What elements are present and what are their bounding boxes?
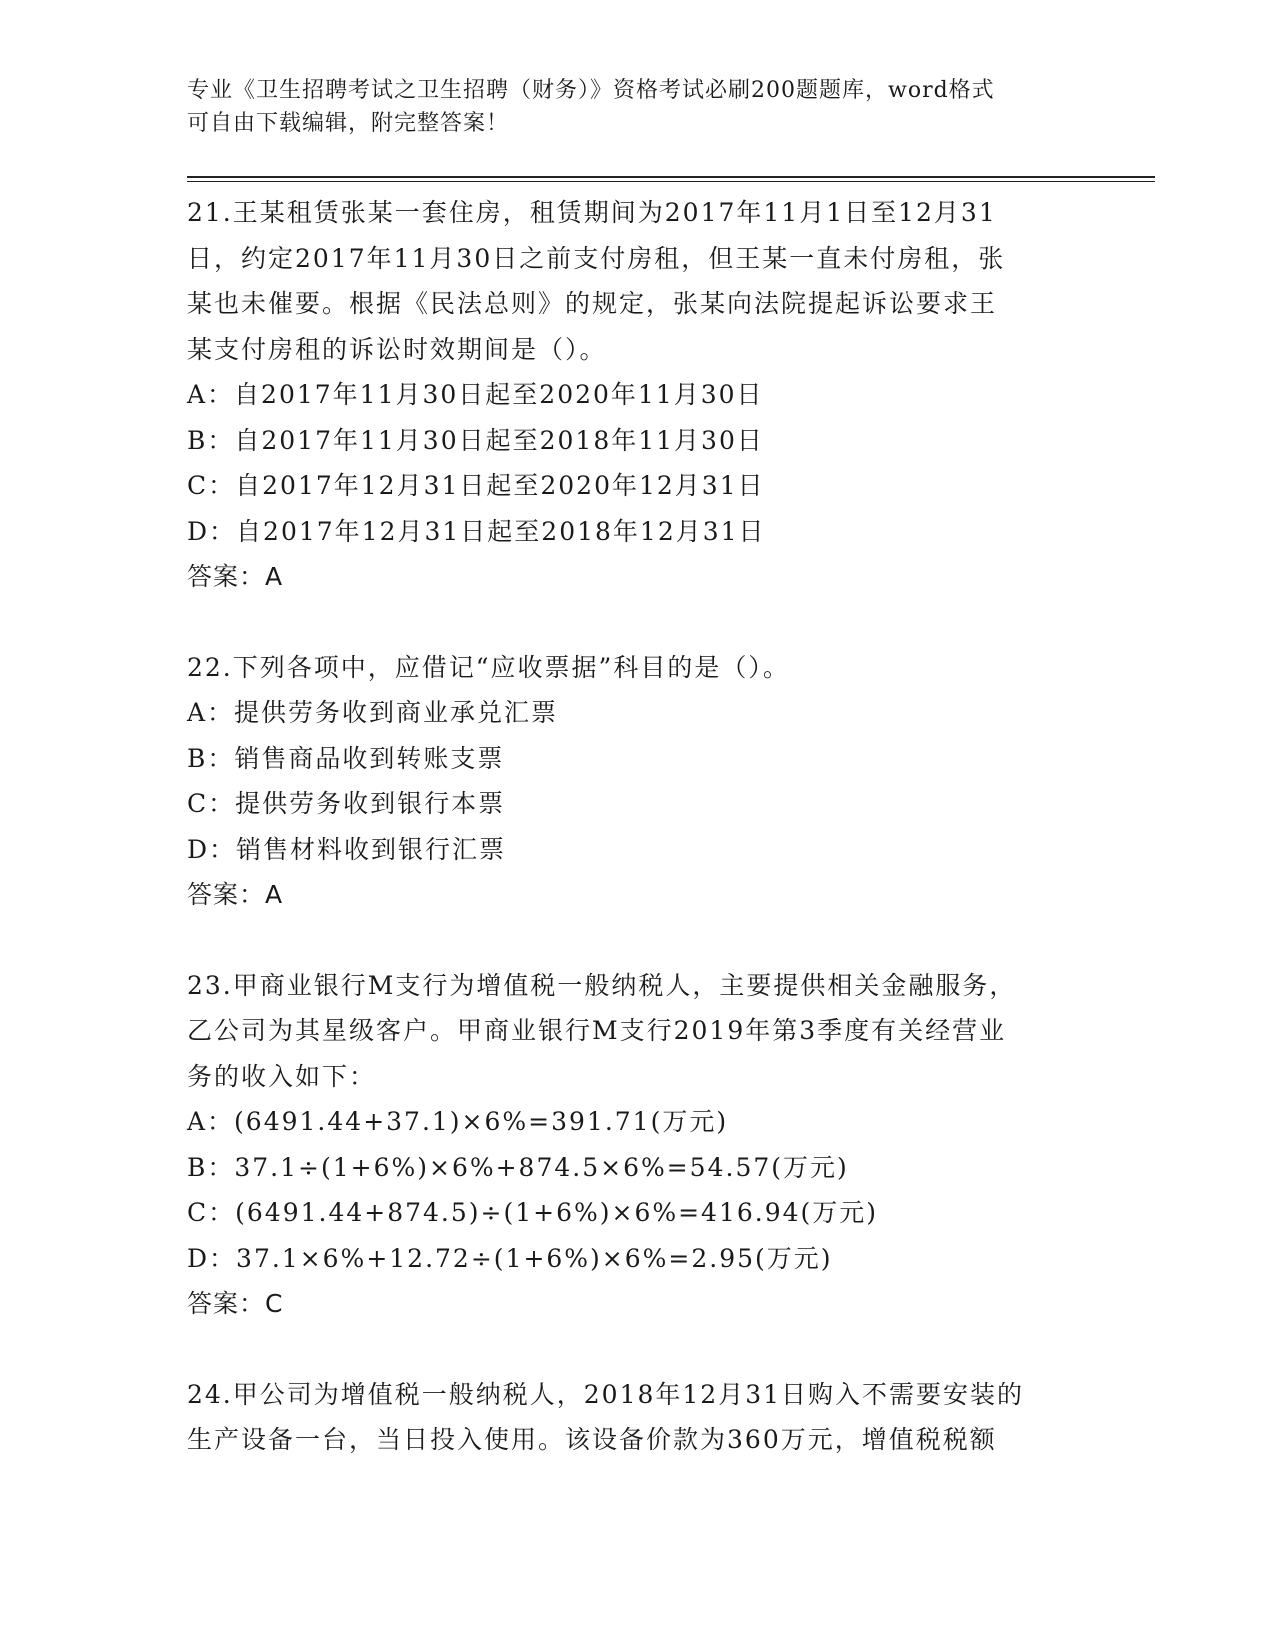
question-stem-line: 日，约定2017年11月30日之前支付房租，但王某一直未付房租，张	[187, 243, 1006, 273]
question-stem-line: 23.甲商业银行M支行为增值税一般纳税人，主要提供相关金融服务，	[187, 970, 1017, 1000]
header-line-2: 可自由下载编辑，附完整答案！	[187, 111, 510, 136]
question-22	[187, 645, 1087, 918]
option-b: B：自2017年11月30日起至2018年11月30日	[187, 425, 764, 455]
answer-label: 答案：A	[187, 562, 284, 591]
answer-label: 答案：A	[187, 880, 284, 909]
question-stem-line: 乙公司为其星级客户。甲商业银行M支行2019年第3季度有关经营业	[187, 1016, 1007, 1045]
header-divider-thick	[187, 176, 1155, 178]
question-stem-line: 某支付房租的诉讼时效期间是（）。	[187, 334, 607, 364]
option-a: A：提供劳务收到商业承兑汇票	[187, 698, 559, 727]
option-d: D：37.1×6%+12.72÷(1+6%)×6%=2.95(万元)	[187, 1243, 833, 1273]
option-c: C：(6491.44+874.5)÷(1+6%)×6%=416.94(万元)	[187, 1198, 879, 1227]
option-b: B：37.1÷(1+6%)×6%+874.5×6%=54.57(万元)	[187, 1152, 849, 1182]
question-24	[187, 1372, 1087, 1463]
document-header	[187, 74, 1087, 140]
option-d: D：销售材料收到银行汇票	[187, 834, 507, 864]
question-stem-line: 22.下列各项中，应借记“应收票据”科目的是（）。	[187, 652, 790, 682]
option-d: D：自2017年12月31日起至2018年12月31日	[187, 516, 766, 546]
question-stem-line: 某也未催要。根据《民法总则》的规定，张某向法院提起诉讼要求王	[187, 289, 998, 318]
option-a: A：自2017年11月30日起至2020年11月30日	[187, 380, 764, 409]
header-line-1: 专业《卫生招聘考试之卫生招聘（财务）》资格考试必刷200题题库，word格式	[187, 78, 995, 103]
option-b: B：销售商品收到转账支票	[187, 743, 505, 773]
question-spacer	[187, 1327, 1087, 1372]
header-divider-thin	[187, 181, 1155, 182]
option-c: C：自2017年12月31日起至2020年12月31日	[187, 471, 765, 500]
question-stem-line: 生产设备一台，当日投入使用。该设备价款为360万元，增值税税额	[187, 1425, 997, 1454]
question-list	[187, 190, 1087, 1463]
question-23	[187, 963, 1087, 1327]
option-c: C：提供劳务收到银行本票	[187, 789, 506, 818]
question-21	[187, 190, 1087, 600]
option-a: A：(6491.44+37.1)×6%=391.71(万元)	[187, 1107, 729, 1136]
answer-label: 答案：C	[187, 1289, 284, 1318]
question-stem-line: 务的收入如下：	[187, 1061, 377, 1091]
question-stem-line: 24.甲公司为增值税一般纳税人，2018年12月31日购入不需要安装的	[187, 1379, 1025, 1409]
question-spacer	[187, 600, 1087, 645]
question-spacer	[187, 918, 1087, 963]
question-stem-line: 21.王某租赁张某一套住房，租赁期间为2017年11月1日至12月31	[187, 198, 997, 227]
